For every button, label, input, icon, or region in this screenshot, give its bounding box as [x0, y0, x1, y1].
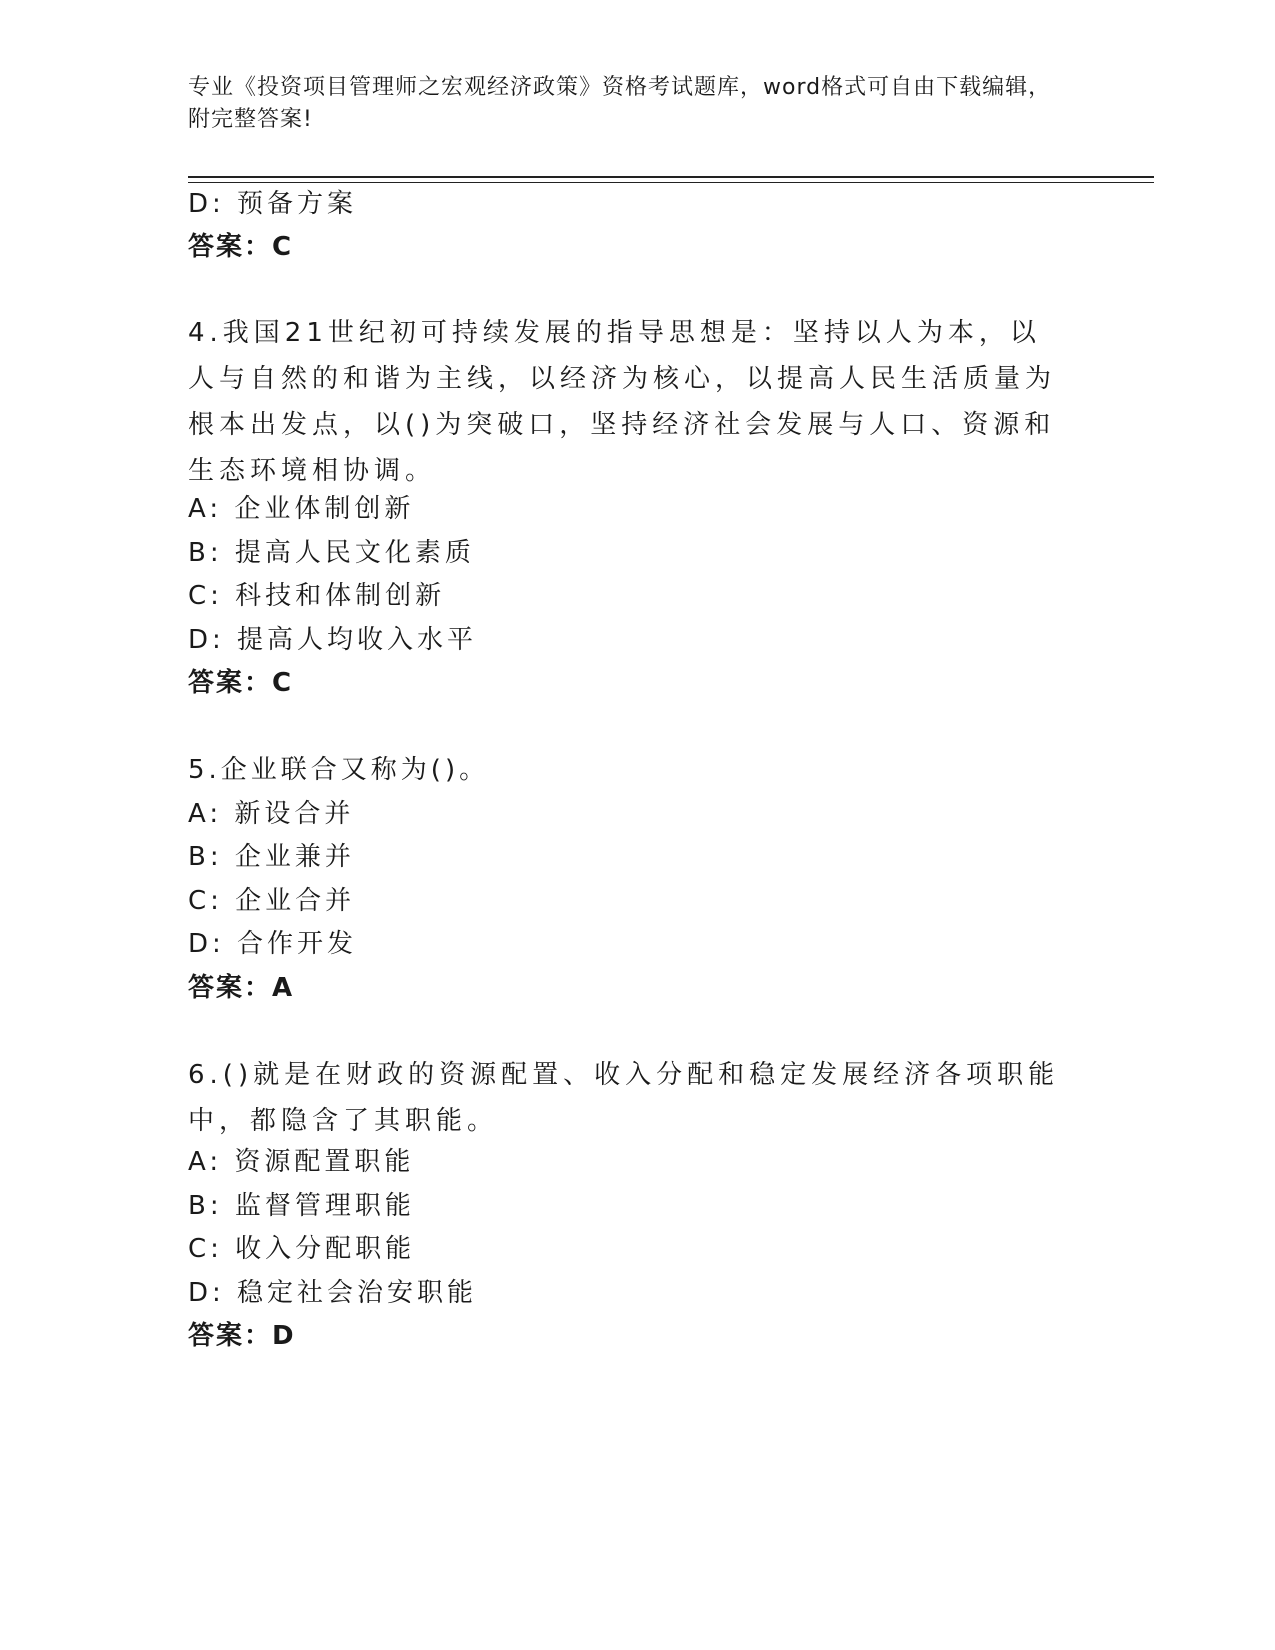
q4-option-c: C: 科技和体制创新 [188, 581, 446, 611]
q6-option-d: D: 稳定社会治安职能 [188, 1278, 478, 1308]
page-header: 专业《投资项目管理师之宏观经济政策》资格考试题库，word格式可自由下载编辑，附完整答案! [188, 75, 1052, 132]
q4-stem: 4.我国21世纪初可持续发展的指导思想是：坚持以人为本，以人与自然的和谐为主线，以经济为核心，以提高人民生活质量为根本出发点，以()为突破口，坚持经济社会发展与人口、资源和生态环境相协调。 [188, 318, 1057, 486]
header-divider-thin [188, 182, 1154, 183]
q6-option-c: C: 收入分配职能 [188, 1234, 416, 1264]
q6-option-b: B: 监督管理职能 [188, 1191, 415, 1221]
q5-option-b: B: 企业兼并 [188, 842, 355, 872]
q5-option-d: D: 合作开发 [188, 929, 358, 959]
q4-option-a: A: 企业体制创新 [188, 494, 415, 524]
q6-answer: 答案：D [188, 1321, 296, 1351]
prev-answer: 答案：C [188, 232, 294, 262]
q5-option-c: C: 企业合并 [188, 886, 356, 916]
q5-stem: 5.企业联合又称为()。 [188, 755, 490, 785]
q6-option-a: A: 资源配置职能 [188, 1147, 415, 1177]
q4-option-b: B: 提高人民文化素质 [188, 538, 475, 568]
q4-option-d: D: 提高人均收入水平 [188, 625, 478, 655]
q6-stem: 6.()就是在财政的资源配置、收入分配和稳定发展经济各项职能中，都隐含了其职能。 [188, 1060, 1060, 1136]
q4-answer: 答案：C [188, 668, 294, 698]
q5-answer: 答案：A [188, 973, 295, 1003]
q5-option-a: A: 新设合并 [188, 799, 355, 829]
header-divider [188, 176, 1154, 178]
prev-option-d: D: 预备方案 [188, 189, 358, 219]
